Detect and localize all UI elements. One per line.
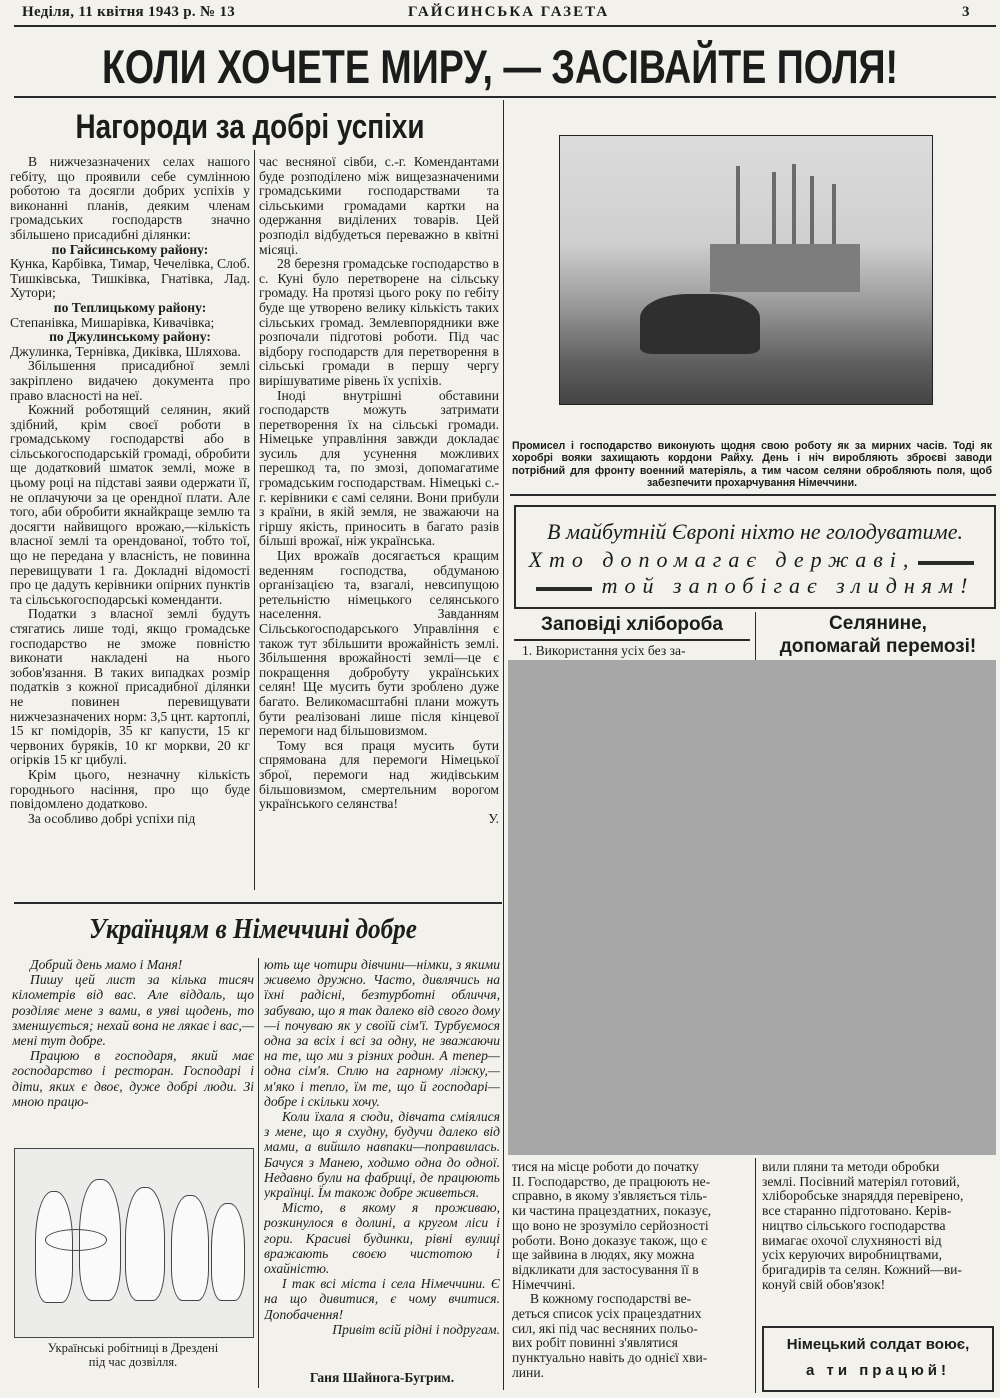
paragraph: Крім цього, незначну кількість городнього насіння, про що буде повідомлено додатково. [10,766,250,812]
text-line: II. Господарство, де працюють не- [512,1173,711,1189]
text-line: що воно не зрозуміло серйозності [512,1217,709,1233]
paragraph: Працюю в господаря, який має господарство і ресторан. Господарі і діти, яких є двоє, дуже добрі люди. Зі мною працю- [12,1048,254,1109]
district-heading: по Теплицькому району: [53,299,207,315]
text-line: вимагає охочої слухняності від [762,1232,942,1248]
photo-caption: Промисел і господарство виконують щодня свою роботу як за мирних часів. Тоді як хоробрі вояки захищають кордони Райху. День і ніч виробляють зброєві заводи потрібний для фронту военний матеріяль, а тим часом селяни обробляють поля, щоб забезпечити прохарчування Німеччини. [512,440,992,490]
header-rule [14,25,996,27]
text-line: вих робіт повинні з'являтися [512,1335,678,1351]
text-line: відкликати для застосування її в [512,1261,699,1277]
text-line: все старанно підготовано. Керів- [762,1203,952,1219]
village-list: Степанівка, Мишарівка, Кивачівка; [10,314,215,330]
paragraph: Тому вся праця мусить бути спрямована для перемоги Німецької зброї, перемоги над жидівським більшовизмом, смертельним ворогом українського селянства! [259,737,499,812]
factory-silhouette [710,244,860,292]
text-line: ки частина працездатних, показує, [512,1203,712,1219]
text-line: пунктуально навіть до однієї хви- [512,1350,708,1366]
letter-signature: Ганя Шайнога-Бугрим. [309,1370,455,1385]
letter-column-1 [12,957,254,1137]
awards-column-2 [259,155,499,895]
paragraph: час весняної сівби, с.-г. Комендантами буде розподілено між вищезазначеними громадськими господарствами та сільськими громадами картки на одержання виділених товарів. Цей розподіл відбудеться переважно в квітні місяці. [259,155,499,257]
text-line: Німеччині. [512,1276,576,1292]
figure [125,1187,165,1301]
horses-plough [640,294,760,354]
paragraph: В нижчезазначених селах нашого гебіту, що проявили себе сумлінною роботою та досягли добрих успіхів у виконанні планів, деяким членам громадських господарств значно збільшено присадибні ділянки: [10,155,250,242]
text-line: деться список усіх працездатних [512,1306,702,1322]
paragraph: Податки з власної землі будуть стягатись лише тоді, якщо громадське господарство не зможе повністю виконати накладені на нього зобов'язання. В таких випадках розмір податків з кожної присадибної ділянки не повинен перевищувати нижчезазначених норм: 3,5 цнт. картоплі, 15 кг помідорів, 35 кг капусти, 15 кг червоних буряків, 10 кг моркви, 20 кг огірків 15 кг цибулі. [10,606,250,768]
illustration-caption-line-1: Українські робітниці в Дрездені [47,1341,219,1355]
page-banner: КОЛИ ХОЧЕТЕ МИРУ, — ЗАСІВАЙТЕ ПОЛЯ! [101,40,899,93]
slogan-line-2: Хто допомагає державі, [528,547,916,572]
column-divider [755,612,756,662]
text-line: тися на місце роботи до початку [512,1159,699,1174]
author-initial: У. [488,810,499,826]
awards-column-1 [10,155,250,895]
paragraph: І так всі міста і села Німеччини. Є на що дивитися, є чому вчитися. Допобачення! [264,1276,500,1322]
page-number: 3 [962,4,970,20]
letter-column-2 [264,957,500,1357]
figure [171,1195,209,1301]
greeting: Добрий день мамо і Маня! [30,957,183,972]
text-line: справно, в якому з'являється тіль- [512,1188,707,1204]
figure [211,1203,245,1301]
commandments-continuation [512,1160,752,1381]
slogan-box [514,505,996,609]
column-divider [503,100,504,1390]
slogan-dash [918,561,974,565]
paragraph: Місто, в якому я проживаю, розкинулося в долині, а кругом ліси і гори. Красиві будинки, рівні вулиці вражають своєю чистотою і охайністю. [264,1200,500,1277]
help-victory-line-1: Селянине, [829,613,927,634]
village-list: Кунка, Карбівка, Тимар, Чечелівка, Слоб. Тишківська, Тишківка, Гнатівка, Лад. Хутори; [10,256,250,301]
caption-rule [510,494,996,496]
paragraph: 28 березня громадське господарство в с. Куні було перетворене на сільську громаду. На протязі цього року по гебіту буде ще утворено велику кількість таких сільських громад. Землевпорядники вже розпочали підготові роботи. Під час відбору господарств для перетворення в сільські громади в першу чергу вирішуватиме рівень їх успіхів. [259,256,499,388]
help-victory-continuation [762,1160,996,1292]
paragraph: За особливо добрі успіхи під [28,810,196,826]
letter-headline: Українцям в Німеччині добре [89,914,417,945]
text-line: ництво сільського господарства [762,1217,946,1233]
district-heading: по Джулинському району: [49,329,211,345]
guitar [45,1229,107,1251]
paragraph: Іноді внутрішні обставини господарств можуть затримати перетворення їх на сільські громади. Німецьке управління завжди докладає зусиль для усунення можливих перешкод та, по змозі, допомагатиме громадським господарствам. Німецькі с.-г. керівники є самі селяни. Вони прибули з країни, в якій земля, не зважаючи на гіршу якість, приносить в багато разів більші врожаї, ніж українська. [259,387,499,549]
village-list: Джулинка, Тернівка, Диківка, Шляхова. [10,343,241,359]
headline-rule [514,639,750,641]
text-line: ще зайвина в людях, яку можна [512,1247,695,1263]
soldier-slogan-line-1: Німецький солдат воює, [786,1336,970,1353]
slogan-dash [536,587,592,591]
column-divider [254,150,255,890]
commandments-headline: Заповіді хлібороба [541,614,723,635]
paragraph: Збільшення присадибної землі закріплено видачею документа про право власності на неї. [10,358,250,403]
paragraph: ють ще чотири дівчини—німки, з якими живемо дружно. Часто, дивлячись на їхні радісні, безтурботні обличчя, забуваю, що я так далеко від свого дому—і почуваю як у своїй сім'ї. Турбуємося одна за всіх і всі за одну, не зважаючи на те, що ми з різних родин. А тепер—одна сім'я. Сплю на гарному ліжку,—м'яко і тепло, їм те, що й господарі—добре і скільки хочу. [264,957,500,1109]
illustration-caption-line-2: під час дозвілля. [88,1355,178,1369]
help-victory-line-2: допомагай перемозі! [779,636,977,657]
text-line: роботи. Воно доказує також, що є [512,1232,707,1248]
text-line: усіх керуючих виробництвами, [762,1247,942,1263]
column-divider [258,958,259,1388]
text-line: конуй свій обов'язок! [762,1276,886,1292]
column-divider [755,1158,756,1393]
text-line: хліборобське знаряддя перевірено, [762,1188,964,1204]
text-line: лини. [512,1364,545,1380]
newspaper-name: ГАЙСИНСЬКА ГАЗЕТА [408,4,610,20]
awards-headline: Нагороди за добрі успіхи [75,108,425,146]
district-heading: по Гайсинському району: [51,241,209,257]
paragraph: Пишу цей лист за кілька тисяч кілометрів від вас. Але віддаль, що розділяє мене з вами, в уяві щодень, то зменшується; нехай вона не лякає і вас,— мені тут добре. [12,972,254,1049]
soldier-slogan-line-2: а ти працюй! [805,1362,951,1379]
closing: Привіт всій рідні і подругам. [332,1321,500,1337]
banner-rule [14,96,996,98]
text-line: сил, які під час весняних польо- [512,1320,698,1336]
soldier-slogan-box [762,1326,994,1392]
slogan-line-1: В майбутній Європі ніхто не голодуватиме. [547,519,963,544]
paragraph: Кожний роботящий селянин, який здібний, крім своєї роботи в громадському господарстві або в сільськогосподарській громаді, обробити ще додатковий шматок землі, може в цьому році на підставі заяви одержати її, не оплачуючи за це орендної плати. Але того, аби обробити якнайкраще землю та досягти найвищого врожаю,—кількість власної землі та орендованої, тобто тої, що не передана у власність, не повинна перевищувати 1 га. Докладні відомості про це дадуть керівники опірних пунктів та сільськогосподарські коменданти. [10,402,250,607]
workers-leisure-illustration [14,1148,254,1338]
factory-field-photo [559,135,933,405]
redacted-block [508,660,996,1155]
text-line: бригадирів та селян. Кожний—ви- [762,1261,962,1277]
paragraph: Цих врожаїв досягається кращим веденням господства, обдуманою організацією та, взагалі, невсипущою ретельністю німецького селянського населення. Завданням Сільськогосподарського Управління є також тут збільшити врожайність землі. Збільшення врожайності землі—це є покращення добробуту українських селян! Ще мусить бути зроблено дуже багато. Великомасштабні плани можуть бути реалізовані лише після кінцевої перемоги над більшовизмом. [259,548,499,739]
paragraph: Коли їхала я сюди, дівчата сміялися з мене, що я схудну, будучи далеко від мами, а вийшло навпаки—поправилась. Бачуся з Манею, ходимо одна до одної. Недавно були на фабриці, де працюють українці. Їм також добре живеться. [264,1109,500,1201]
slogan-line-3: той запобігає злидням! [601,573,975,598]
text-line: вили пляни та методи обробки [762,1159,940,1174]
section-rule [14,902,502,904]
text-line: землі. Посівний матеріял готовий, [762,1173,960,1189]
text-line: В кожному господарстві ве- [530,1291,692,1307]
commandments-first-line: 1. Використання усіх без за- [522,643,686,658]
issue-date: Неділя, 11 квітня 1943 р. № 13 [22,4,236,20]
